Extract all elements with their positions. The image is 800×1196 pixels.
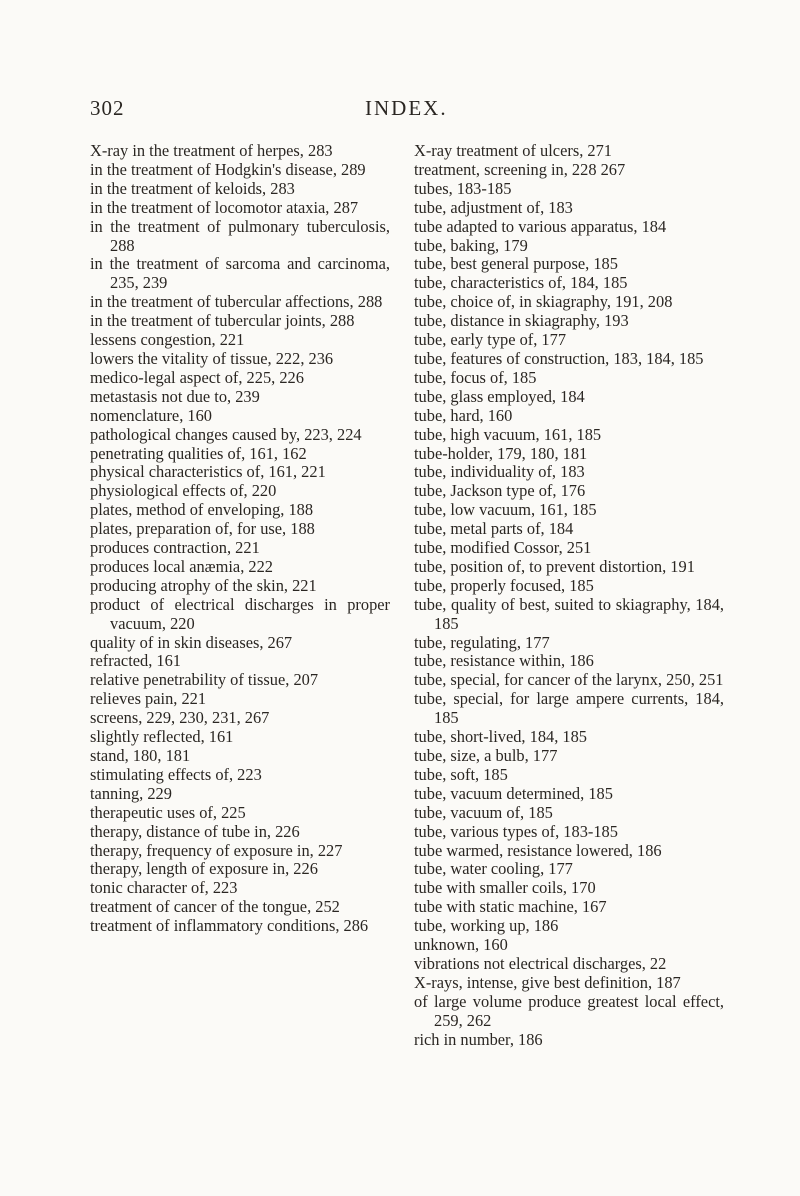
index-entry: in the treatment of locomotor ataxia, 287: [90, 197, 359, 217]
index-entry: tube, soft, 185: [414, 764, 508, 784]
index-entry: tube, low vacuum, 161, 185: [414, 500, 597, 520]
index-entry: tube, special, for large ampere currents, 184, 185: [414, 689, 724, 728]
index-entry: tube, regulating, 177: [414, 632, 550, 652]
index-entry: tube, various types of, 183-185: [414, 821, 618, 841]
index-entry: tube with static machine, 167: [414, 897, 607, 917]
page-number: 302: [90, 96, 125, 120]
index-entry: lowers the vitality of tissue, 222, 236: [90, 348, 334, 368]
index-entry: tube, vacuum determined, 185: [414, 783, 613, 803]
index-entry: tube adapted to various apparatus, 184: [414, 216, 667, 236]
index-entry: relative penetrability of tissue, 207: [90, 670, 319, 690]
index-entry: tube, choice of, in skiagraphy, 191, 208: [414, 292, 673, 312]
index-entry: tube, properly focused, 185: [414, 575, 594, 595]
index-entry: in the treatment of keloids, 283: [90, 178, 295, 198]
index-entry: tube with smaller coils, 170: [414, 878, 596, 898]
index-entry: tube, modified Cossor, 251: [414, 538, 592, 558]
index-entry: tube, size, a bulb, 177: [414, 746, 558, 765]
index-entry: product of electrical discharges in proper vacuum, 220: [90, 594, 390, 633]
index-entry: tube, resistance within, 186: [414, 651, 594, 671]
index-entry: tube, distance in skiagraphy, 193: [414, 311, 629, 331]
index-entry: relieves pain, 221: [90, 689, 207, 709]
index-entry: tube, water cooling, 177: [414, 859, 573, 879]
index-entry: stimulating effects of, 223: [90, 764, 262, 784]
index-entry: tube, glass employed, 184: [414, 386, 585, 406]
index-entry: tubes, 183-185: [414, 178, 512, 198]
index-entry: refracted, 161: [90, 651, 182, 671]
index-entry: tube, baking, 179: [414, 235, 528, 255]
index-entry: tube, vacuum of, 185: [414, 802, 553, 822]
index-entry: tube, Jackson type of, 176: [414, 481, 586, 501]
index-entry: nomenclature, 160: [90, 405, 212, 425]
index-entry: penetrating qualities of, 161, 162: [90, 443, 307, 463]
index-entry: tube, position of, to prevent distortion, 191: [414, 556, 695, 576]
index-entry: produces contraction, 221: [90, 538, 260, 558]
index-entry: plates, method of enveloping, 188: [90, 500, 314, 520]
index-entry: lessens congestion, 221: [90, 330, 245, 350]
index-entry: tube, best general purpose, 185: [414, 254, 618, 274]
index-entry: treatment, screening in, 228 267: [414, 159, 626, 179]
index-entry: tanning, 229: [90, 783, 172, 803]
index-entry: in the treatment of tubercular affections, 288: [90, 292, 383, 312]
index-entry: X-rays, intense, give best definition, 187: [414, 972, 681, 992]
running-head: INDEX.: [365, 96, 448, 120]
index-entry: treatment of inflammatory conditions, 286: [90, 916, 369, 936]
index-entry: therapeutic uses of, 225: [90, 802, 246, 822]
index-entry: physical characteristics of, 161, 221: [90, 462, 326, 482]
index-entry: tube, focus of, 185: [414, 367, 537, 387]
index-entry: in the treatment of pulmonary tuberculosis, 288: [90, 216, 390, 255]
index-entry: unknown, 160: [414, 935, 508, 955]
index-entry: in the treatment of sarcoma and carcinoma, 235, 239: [90, 254, 390, 293]
index-entry: physiological effects of, 220: [90, 481, 277, 501]
index-entry: tube, features of construction, 183, 184, 185: [414, 348, 704, 368]
index-entry: therapy, frequency of exposure in, 227: [90, 840, 343, 860]
index-entry: tube, short-lived, 184, 185: [414, 727, 587, 747]
index-entry: tube, high vacuum, 161, 185: [414, 424, 602, 444]
index-entry: tube warmed, resistance lowered, 186: [414, 840, 662, 860]
index-entry: producing atrophy of the skin, 221: [90, 575, 317, 595]
page-header: [90, 96, 720, 126]
index-entry: treatment of cancer of the tongue, 252: [90, 897, 340, 917]
index-entry: pathological changes caused by, 223, 224: [90, 424, 362, 444]
index-entry: tube, characteristics of, 184, 185: [414, 273, 628, 293]
index-entry: of large volume produce greatest local effect, 259, 262: [414, 991, 724, 1030]
index-entry: X-ray treatment of ulcers, 271: [414, 141, 612, 160]
index-column-left: [90, 142, 390, 936]
index-entry: plates, preparation of, for use, 188: [90, 519, 315, 539]
index-entry: stand, 180, 181: [90, 746, 191, 765]
index-entry: slightly reflected, 161: [90, 727, 234, 747]
index-entry: tube-holder, 179, 180, 181: [414, 443, 588, 463]
index-entry: rich in number, 186: [414, 1029, 543, 1049]
index-entry: screens, 229, 230, 231, 267: [90, 708, 270, 728]
index-entry: tube, special, for cancer of the larynx, 250, 251: [414, 670, 724, 690]
index-entry: tube, metal parts of, 184: [414, 519, 574, 539]
index-entry: tube, early type of, 177: [414, 330, 567, 350]
index-entry: therapy, distance of tube in, 226: [90, 821, 300, 841]
index-entry: in the treatment of tubercular joints, 288: [90, 311, 355, 331]
index-entry: tube, working up, 186: [414, 916, 559, 936]
index-entry: produces local anæmia, 222: [90, 556, 273, 576]
index-entry: tube, quality of best, suited to skiagraphy, 184, 185: [414, 594, 724, 633]
index-entry: vibrations not electrical discharges, 22: [414, 953, 667, 973]
index-entry: X-ray in the treatment of herpes, 283: [90, 141, 333, 160]
index-entry: therapy, length of exposure in, 226: [90, 859, 318, 879]
index-column-right: [414, 142, 724, 1050]
index-entry: tube, adjustment of, 183: [414, 197, 573, 217]
index-entry: metastasis not due to, 239: [90, 386, 260, 406]
index-entry: tube, hard, 160: [414, 405, 513, 425]
index-entry: tonic character of, 223: [90, 878, 238, 898]
index-entry: medico-legal aspect of, 225, 226: [90, 367, 304, 387]
index-entry: in the treatment of Hodgkin's disease, 289: [90, 159, 366, 179]
index-entry: tube, individuality of, 183: [414, 462, 585, 482]
index-entry: quality of in skin diseases, 267: [90, 632, 293, 652]
